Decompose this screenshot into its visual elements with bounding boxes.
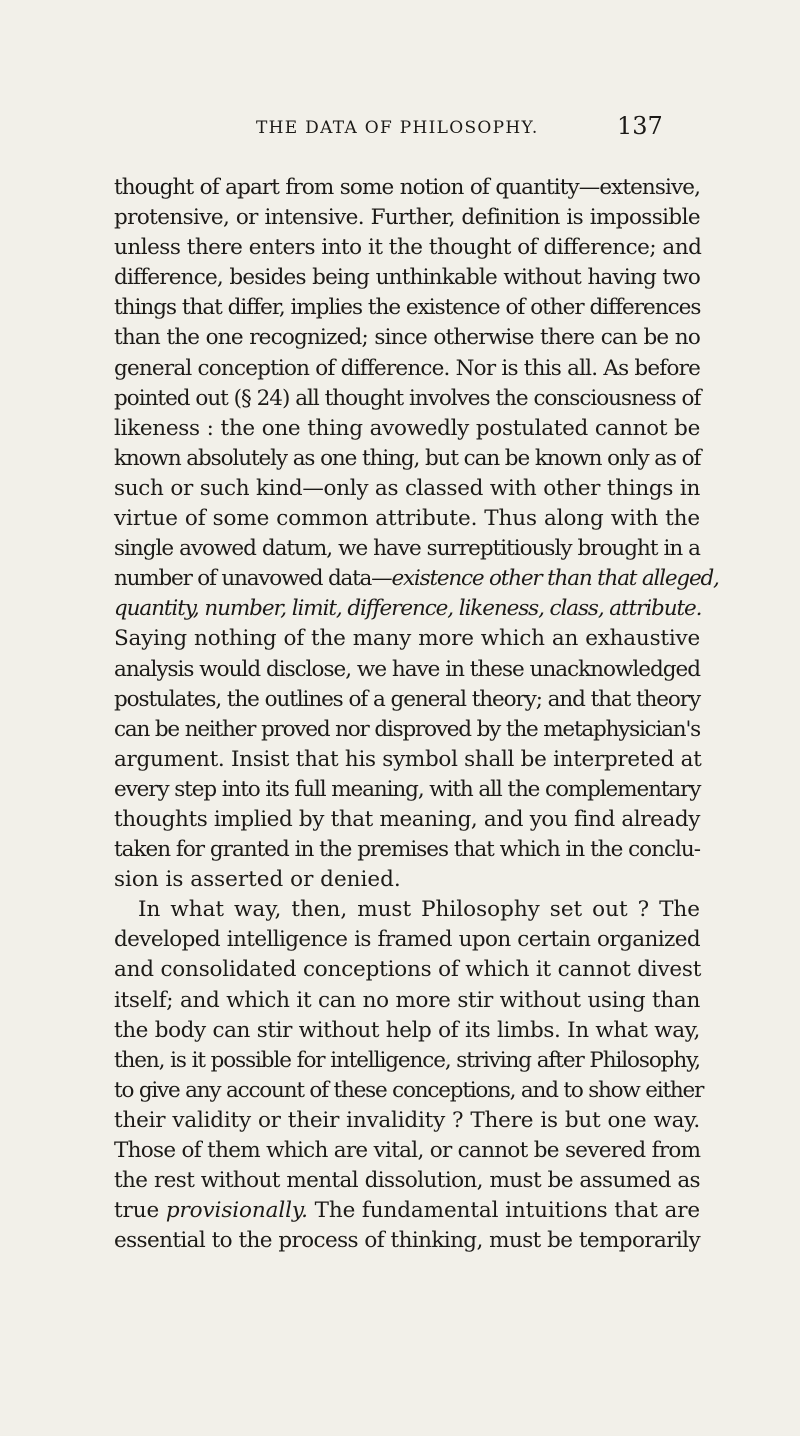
text-line: Those of them which are vital, or cannot be severed from [114, 1138, 701, 1163]
text-line: protensive, or intensive. Further, definition is impossible [114, 205, 700, 231]
text-line: single avowed datum, we have surreptitiously brought in a [114, 536, 700, 562]
italic-run: existence other than that alleged, [391, 566, 719, 592]
text-line: thoughts implied by that meaning, and you find already [114, 806, 700, 832]
text-line: the rest without mental dissolution, must be assumed as [114, 1168, 700, 1194]
text-run: number of unavowed data— [114, 566, 392, 592]
text-line: postulates, the outlines of a general theory; and that theory [114, 686, 700, 712]
text-run: true [114, 1198, 166, 1224]
text-line-italic [114, 594, 700, 624]
text-line: likeness : the one thing avowedly postulated cannot be [114, 415, 700, 441]
text-line: can be neither proved nor disproved by the metaphysician's [114, 716, 700, 742]
text-line: the body can stir without help of its limbs. In what way, [114, 1017, 700, 1043]
text-line: itself; and which it can no more stir without using than [114, 987, 700, 1013]
text-line: pointed out (§ 24) all thought involves the consciousness of [114, 385, 701, 411]
body-text [114, 173, 719, 1256]
text-line: such or such kind—only as classed with other things in [114, 475, 700, 501]
running-title: THE DATA OF PHILOSOPHY. [256, 118, 539, 138]
text-line: things that differ, implies the existence of other differences [114, 295, 701, 321]
text-line: general conception of difference. Nor is this all. As before [114, 355, 700, 381]
text-line: then, is it possible for intelligence, striving after Philosophy, [114, 1047, 700, 1073]
text-run: The fundamental intuitions that are [307, 1198, 701, 1224]
text-line-mixed [114, 564, 719, 594]
text-line: thought of apart from some notion of quantity—extensive, [114, 175, 700, 200]
text-line: known absolutely as one thing, but can be known only as of [114, 445, 701, 471]
text-line: every step into its full meaning, with all the complementary [114, 776, 701, 802]
italic-run: provisionally. [165, 1198, 308, 1224]
text-line: virtue of some common attribute. Thus along with the [114, 506, 700, 532]
text-line: analysis would disclose, we have in these unacknowledged [114, 656, 700, 682]
text-line: argument. Insist that his symbol shall be interpreted at [114, 746, 702, 772]
text-line-mixed [114, 1196, 700, 1226]
text-line: their validity or their invalidity ? There is but one way. [114, 1107, 700, 1133]
page-number: 137 [617, 112, 663, 140]
text-line: Saying nothing of the many more which an exhaustive [114, 626, 700, 652]
text-line: and consolidated conceptions of which it cannot divest [114, 957, 702, 983]
text-line: taken for granted in the premises that which in the conclu- [114, 837, 700, 863]
text-line: than the one recognized; since otherwise there can be no [114, 325, 700, 351]
text-line: to give any account of these conceptions, and to show either [114, 1077, 704, 1103]
page-header [0, 112, 800, 158]
text-line: unless there enters into it the thought of difference; and [114, 235, 702, 261]
paragraph-start-line: In what way, then, must Philosophy set out ? The [138, 897, 700, 923]
text-line: essential to the process of thinking, must be temporarily [114, 1228, 700, 1254]
text-line: sion is asserted or denied. [114, 867, 401, 893]
text-line: developed intelligence is framed upon certain organized [114, 927, 700, 953]
italic-run: quantity, number, limit, difference, likeness, class, attribute. [114, 596, 702, 622]
text-line: difference, besides being unthinkable without having two [114, 265, 700, 291]
